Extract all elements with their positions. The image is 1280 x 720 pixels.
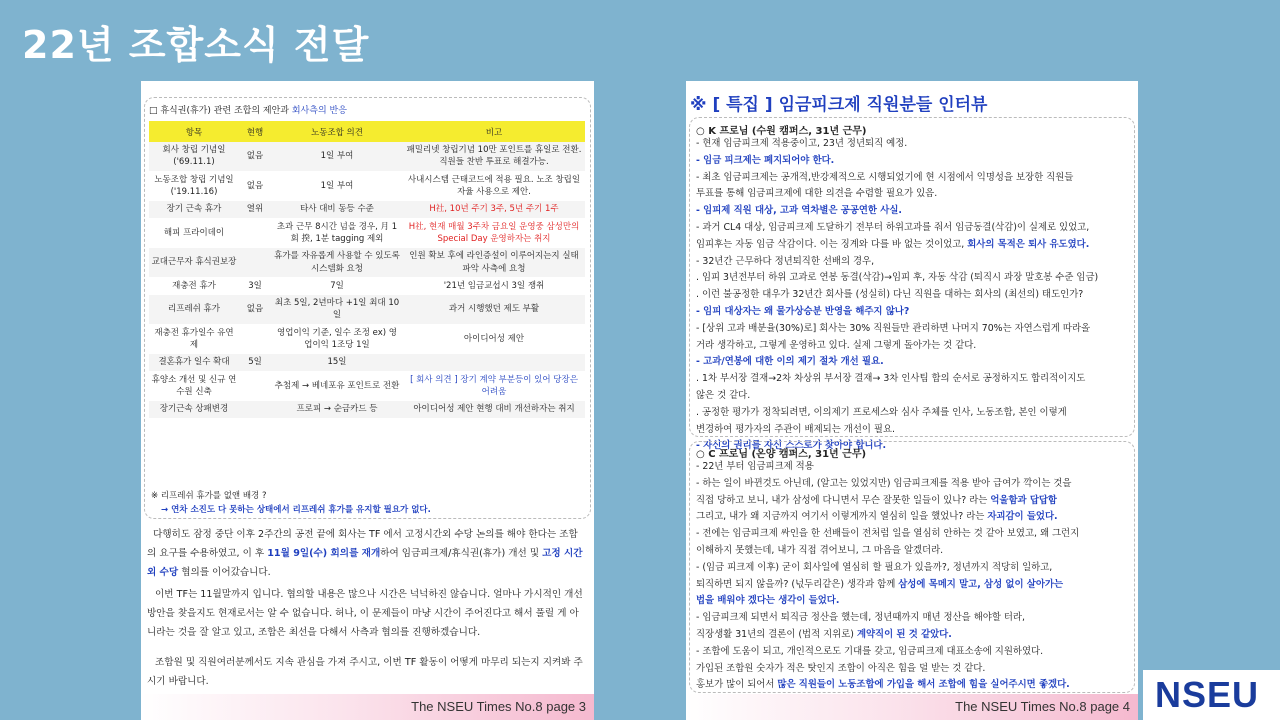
paragraph-1: 다행히도 잠정 중단 이후 2주간의 공전 끝에 회사는 TF 에서 고정시간외 수당 논의를 해야 한다는 조합의 요구를 수용하였고, 이 후 11월 9일(수) 회의를 재개하여 임금피크제/휴식권(휴가) 개선 및 고정 시간외 수당 협의를 이어갔습니다. bbox=[147, 529, 583, 578]
newsletter-page-3 bbox=[141, 81, 594, 720]
table-row: 회사 창립 기념일 ('69.11.1) 없음 1일 부여 패밀리넷 창립기념 10만 포인트를 휴일로 전환. 직원들 찬반 투표로 해결가능. bbox=[149, 142, 585, 171]
interview-line: 이해하지 못했는데, 내가 직접 겪어보니, 그 마음을 알겠더라. bbox=[696, 544, 944, 556]
interview-line: 투표를 통해 임금피크제에 대한 의견을 수렴할 필요가 있음. bbox=[696, 188, 938, 200]
k-interviewee: ○ K 프로님 (수원 캠퍼스, 31년 근무) bbox=[696, 126, 867, 137]
paragraph-2: 이번 TF는 11월말까지 입니다. 협의할 내용은 많으나 시간은 넉넉하진 않습니다. 얼마나 가시적인 개선방안을 찾을지도 현재로서는 알 수 없습니다. 허나, 이 문제들이 마냥 시간이 주어진다고 해서 풀릴 게 아니라는 것을 잘 알고 있고, 조합은 최선을 다해서 사측과 협의를 진행하겠습니다. bbox=[147, 589, 583, 638]
col-header-item: 항목 bbox=[149, 121, 239, 142]
interview-line: . 이런 불공정한 대우가 32년간 회사를 (성실히) 다닌 직원을 대하는 회사의 (최선의) 태도인가? bbox=[696, 289, 1084, 301]
section-label: □ 휴식권(휴가) 관련 조합의 제안과 회사측의 반응 bbox=[149, 106, 347, 116]
page-footer: The NSEU Times No.8 page 4 bbox=[686, 694, 1138, 720]
interview-line: 가입된 조합원 숫자가 적은 탓인지 조합이 아직은 힘을 덜 받는 것 같다. bbox=[696, 662, 986, 674]
interview-line: - 조합에 도움이 되고, 개인적으로도 기대를 갖고, 임금피크제 대표소송에 지원하였다. bbox=[696, 645, 1044, 657]
interview-line: . 공정한 평가가 정착되려면, 이의제기 프로세스와 심사 주체를 인사, 노동조합, 본인 이렇게 bbox=[696, 406, 1067, 418]
interview-line: 퇴직하면 되지 않을까? (넋두리같은) 생각과 함께 삼성에 목메지 말고, 삼성 없이 살아가는 bbox=[696, 578, 1064, 590]
interview-line: - 현재 임금피크제 적용중이고, 23년 정년퇴직 예정. bbox=[696, 138, 908, 149]
interview-line: 않은 것 같다. bbox=[696, 389, 751, 401]
interview-line: - (임금 피크제 이후) 굳이 회사일에 열심히 할 필요가 있을까?, 정년까지 적당히 일하고, bbox=[696, 561, 1053, 573]
interview-line: - 임피 대상자는 왜 물가상승분 반영을 해주지 않나? bbox=[696, 305, 910, 317]
interview-line: - 전에는 임금피크제 싸인을 한 선배들이 전처럼 일을 열심히 안하는 것 같아 보였고, 왜 그런지 bbox=[696, 528, 1080, 540]
page-footer: The NSEU Times No.8 page 3 bbox=[141, 694, 594, 720]
c-interview-text bbox=[696, 459, 1132, 694]
interview-line: 직장생활 31년의 결론이 (법적 지위로) 계약직이 된 것 같았다. bbox=[696, 628, 952, 640]
table-row: 교대근무자 휴식권보장 휴가를 자유롭게 사용할 수 있도록 시스템화 요청 인원 확보 후에 라인증설이 이루어지는지 실태 파악 사측에 요청 bbox=[149, 248, 585, 278]
nseu-logo: NSEU bbox=[1143, 670, 1280, 720]
table-row: 해피 프라이데이 초과 근무 8시간 넘을 경우, 月 1회 揆, 1분 tagging 제외 H社, 현재 매월 3주차 금요일 운영중 삼성만의 Special Day 운영하자는 취지 bbox=[149, 218, 585, 248]
leave-proposal-table bbox=[149, 121, 585, 419]
interview-line: 그리고, 내가 왜 지금까지 여기서 이렇게까지 열심히 일을 했었나? 라는 자괴감이 들었다. bbox=[696, 511, 1058, 523]
table-row: 휴양소 개선 및 신규 연수원 신축 추첨제 → 베네포유 포인트로 전환 [ 회사 의견 ] 장기 계약 부분등이 있어 당장은 어려움 bbox=[149, 371, 585, 401]
interview-title: ※ [ 특집 ] 임금피크제 직원분들 인터뷰 bbox=[690, 95, 988, 115]
interview-line: - 자신의 권리를 자신 스스로가 찾아야 합니다. bbox=[696, 440, 887, 452]
interview-line: - 임피제 직원 대상, 고과 역차별은 공공연한 사실. bbox=[696, 205, 902, 217]
slide-title: 22년 조합소식 전달 bbox=[22, 23, 370, 67]
k-interview-text bbox=[696, 136, 1132, 455]
paragraph-3: 조합원 및 직원여러분께서도 지속 관심을 가져 주시고, 이번 TF 활동이 어떻게 마무리 되는지 지켜봐 주시기 바랍니다. bbox=[147, 657, 583, 687]
interview-line: 변경하여 평가자의 주관이 배제되는 개선이 필요. bbox=[696, 423, 896, 435]
interview-line: - 하는 일이 바뀐것도 아닌데, (알고는 있었지만) 임금피크제를 적용 받아 급여가 깍이는 것을 bbox=[696, 477, 1072, 489]
col-header-remarks: 비고 bbox=[403, 121, 585, 142]
interview-line: - 과거 CL4 대상, 임금피크제 도달하기 전부터 하위고과를 줘서 임금동결(삭감)이 실제로 있었고, bbox=[696, 221, 1090, 233]
interview-line: - [상위 고과 배분율(30%)로] 회사는 30% 직원들만 관리하면 나머지 70%는 자연스럽게 따라올 bbox=[696, 322, 1091, 334]
interview-line: 홍보가 많이 되어서 많은 직원들이 노동조합에 가입을 해서 조합에 힘을 실어주시면 좋겠다. bbox=[696, 679, 1070, 691]
col-header-union-opinion: 노동조합 의견 bbox=[271, 121, 403, 142]
note-answer: → 연차 소진도 다 못하는 상태에서 리프레쉬 휴가를 유지할 필요가 없다. bbox=[161, 505, 431, 515]
interview-line: - 32년간 근무하다 정년퇴직한 선배의 경우, bbox=[696, 255, 875, 267]
col-header-current: 현행 bbox=[239, 121, 271, 142]
interview-line: - 22년 부터 임금피크제 적용 bbox=[696, 461, 814, 472]
table-row: 재충전 휴가 3일 7일 '21년 임금교섭시 3일 쟁취 bbox=[149, 277, 585, 294]
table-row: 장기 근속 휴가 열위 타사 대비 동등 수준 H社, 10년 주기 3주, 5년 주기 1주 bbox=[149, 201, 585, 218]
table-row: 노동조합 창립 기념일 ('19.11.16) 없음 1일 부여 사내시스템 근태코드에 적용 필요. 노조 창립일 자율 사용으로 제안. bbox=[149, 171, 585, 201]
interview-line: 임피후는 자동 임금 삭감이다. 이는 징계와 다를 바 없는 것이었고, 회사의 목적은 퇴사 유도였다. bbox=[696, 238, 1090, 250]
note-question: ※ 리프레쉬 휴가를 없앤 배경 ? bbox=[151, 491, 267, 501]
interview-line: 직접 당하고 보니, 내가 삼성에 다니면서 무슨 잘못한 일들이 있나? 라는 억울함과 답답함 bbox=[696, 494, 1057, 506]
table-row: 장기근속 상패변경 프로피 → 순금카드 등 아이디어성 제안 현행 대비 개선하자는 취지 bbox=[149, 401, 585, 418]
interview-line: . 1차 부서장 결재→2차 차상위 부서장 결재→ 3차 인사팀 합의 순서로 공정하지도 합리적이지도 bbox=[696, 373, 1086, 385]
interview-line: - 고과/연봉에 대한 이의 제기 절차 개선 필요. bbox=[696, 356, 884, 368]
table-row: 결혼휴가 일수 확대 5일 15일 bbox=[149, 354, 585, 371]
interview-line: 거라 생각하고, 그렇게 운영하고 있다. 실제 그렇게 돌아가는 것 같다. bbox=[696, 339, 977, 351]
interview-line: - 임금피크제 되면서 퇴직금 정산을 했는데, 정년때까지 매년 정산을 해야할 터라, bbox=[696, 612, 1025, 624]
interview-line: 법을 배워야 겠다는 생각이 들었다. bbox=[696, 595, 840, 607]
table-row: 리프레쉬 휴가 없음 최초 5일, 2년마다 +1일 최대 10일 과거 시행했던 제도 부활 bbox=[149, 295, 585, 325]
interview-line: - 최초 임금피크제는 공개적,반강제적으로 시행되었기에 현 시점에서 익명성을 보장한 직원들 bbox=[696, 171, 1074, 183]
interview-line: . 임피 3년전부터 하위 고과로 연봉 동결(삭감)→임피 후, 자동 삭감 (퇴직시 과장 말호봉 수준 임금) bbox=[696, 272, 1099, 284]
newsletter-page-4 bbox=[686, 81, 1138, 720]
table-row: 재충전 휴가일수 유연제 영업이익 기준, 일수 조정 ex) 영업이익 1조당 1일 아이디어성 제안 bbox=[149, 324, 585, 354]
c-interviewee: ○ C 프로님 (온양 캠퍼스, 31년 근무) bbox=[696, 449, 867, 460]
interview-line: - 임금 피크제는 폐지되어야 한다. bbox=[696, 154, 835, 166]
